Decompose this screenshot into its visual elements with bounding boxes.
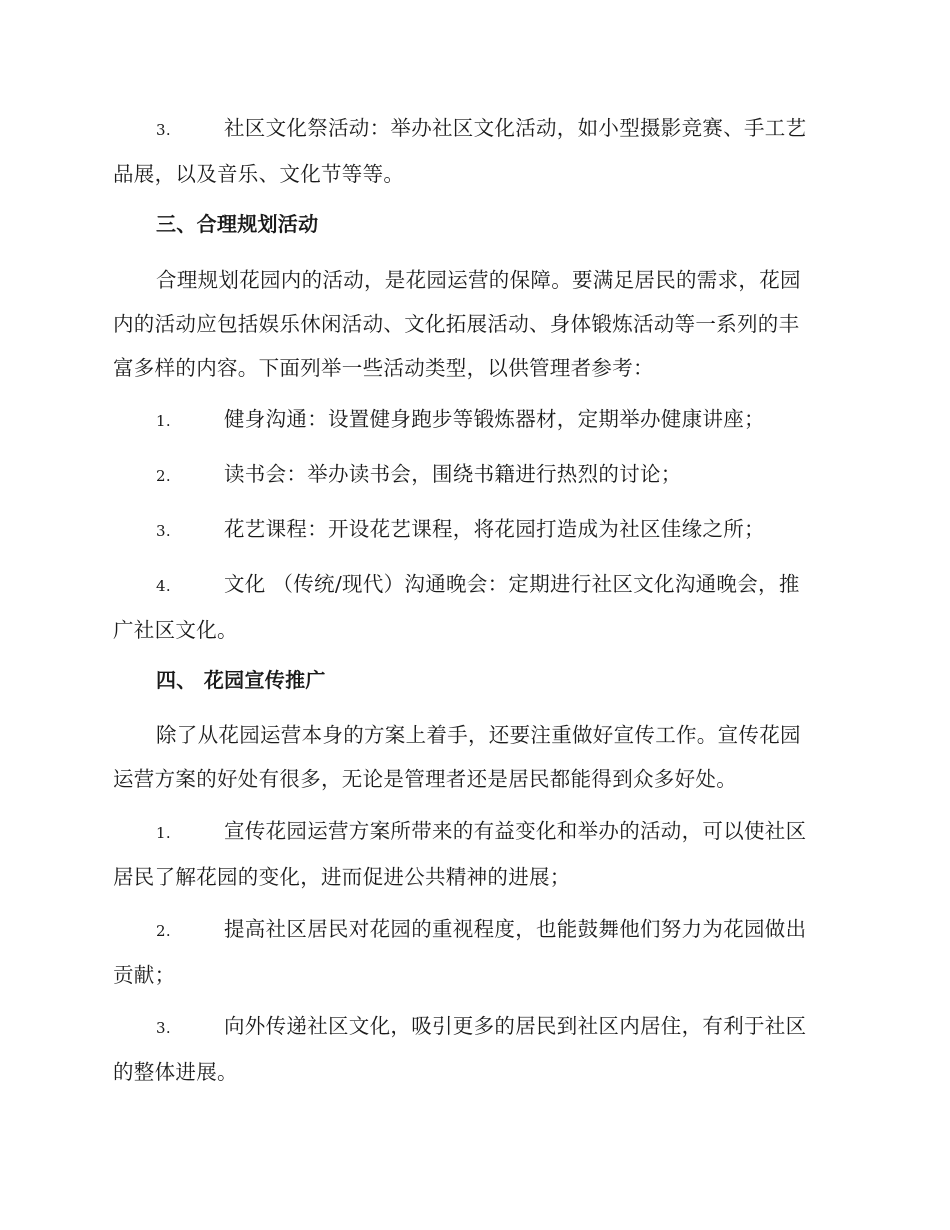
paragraph-line: 居民了解花园的变化，进而促进公共精神的进展；	[113, 865, 571, 889]
section-heading	[113, 658, 838, 702]
list-item	[113, 809, 838, 899]
list-number: 1.	[156, 412, 171, 430]
paragraph-line: 健身沟通：设置健身跑步等锻炼器材，定期举办健康讲座；	[224, 407, 765, 431]
list-item	[113, 562, 838, 652]
paragraph-line: 花艺课程：开设花艺课程，将花园打造成为社区佳缘之所；	[224, 517, 765, 541]
list-item	[113, 507, 838, 553]
paragraph-line: 运营方案的好处有很多，无论是管理者还是居民都能得到众多好处。	[113, 767, 737, 791]
list-item	[113, 1004, 838, 1094]
paragraph-line: 社区文化祭活动：举办社区文化活动，如小型摄影竞赛、手工艺	[224, 116, 807, 140]
heading-text: 四、 花园宣传推广	[156, 668, 326, 692]
list-number: 2.	[156, 922, 171, 940]
paragraph-line: 除了从花园运营本身的方案上着手，还要注重做好宣传工作。宣传花园	[156, 723, 801, 747]
paragraph	[113, 258, 838, 390]
list-item	[113, 452, 838, 498]
paragraph-line: 合理规划花园内的活动，是花园运营的保障。要满足居民的需求，花园	[156, 268, 801, 292]
list-number: 4.	[156, 577, 171, 595]
paragraph-line: 向外传递社区文化，吸引更多的居民到社区内居住，有利于社区	[224, 1014, 807, 1038]
list-item	[113, 907, 838, 997]
section-heading	[113, 202, 838, 246]
paragraph-line: 文化 （传统/现代）沟通晚会：定期进行社区文化沟通晚会，推	[224, 572, 800, 596]
paragraph-line: 广社区文化。	[113, 618, 238, 642]
list-number: 3.	[156, 522, 171, 540]
paragraph-line: 品展，以及音乐、文化节等等。	[113, 162, 405, 186]
paragraph-line: 宣传花园运营方案所带来的有益变化和举办的活动，可以使社区	[224, 819, 807, 843]
paragraph	[113, 713, 838, 801]
list-item	[113, 397, 838, 443]
list-number: 2.	[156, 467, 171, 485]
paragraph-line: 贡献；	[113, 963, 176, 987]
list-number: 3.	[156, 121, 171, 139]
paragraph-line: 的整体进展。	[113, 1060, 238, 1084]
paragraph-line: 内的活动应包括娱乐休闲活动、文化拓展活动、身体锻炼活动等一系列的丰	[113, 312, 800, 336]
heading-text: 三、合理规划活动	[156, 212, 319, 236]
paragraph-line: 提高社区居民对花园的重视程度，也能鼓舞他们努力为花园做出	[224, 917, 807, 941]
list-number: 1.	[156, 824, 171, 842]
paragraph-line: 读书会：举办读书会，围绕书籍进行热烈的讨论；	[224, 462, 682, 486]
list-item	[113, 106, 838, 196]
paragraph-line: 富多样的内容。下面列举一些活动类型，以供管理者参考：	[113, 356, 654, 380]
list-number: 3.	[156, 1019, 171, 1037]
